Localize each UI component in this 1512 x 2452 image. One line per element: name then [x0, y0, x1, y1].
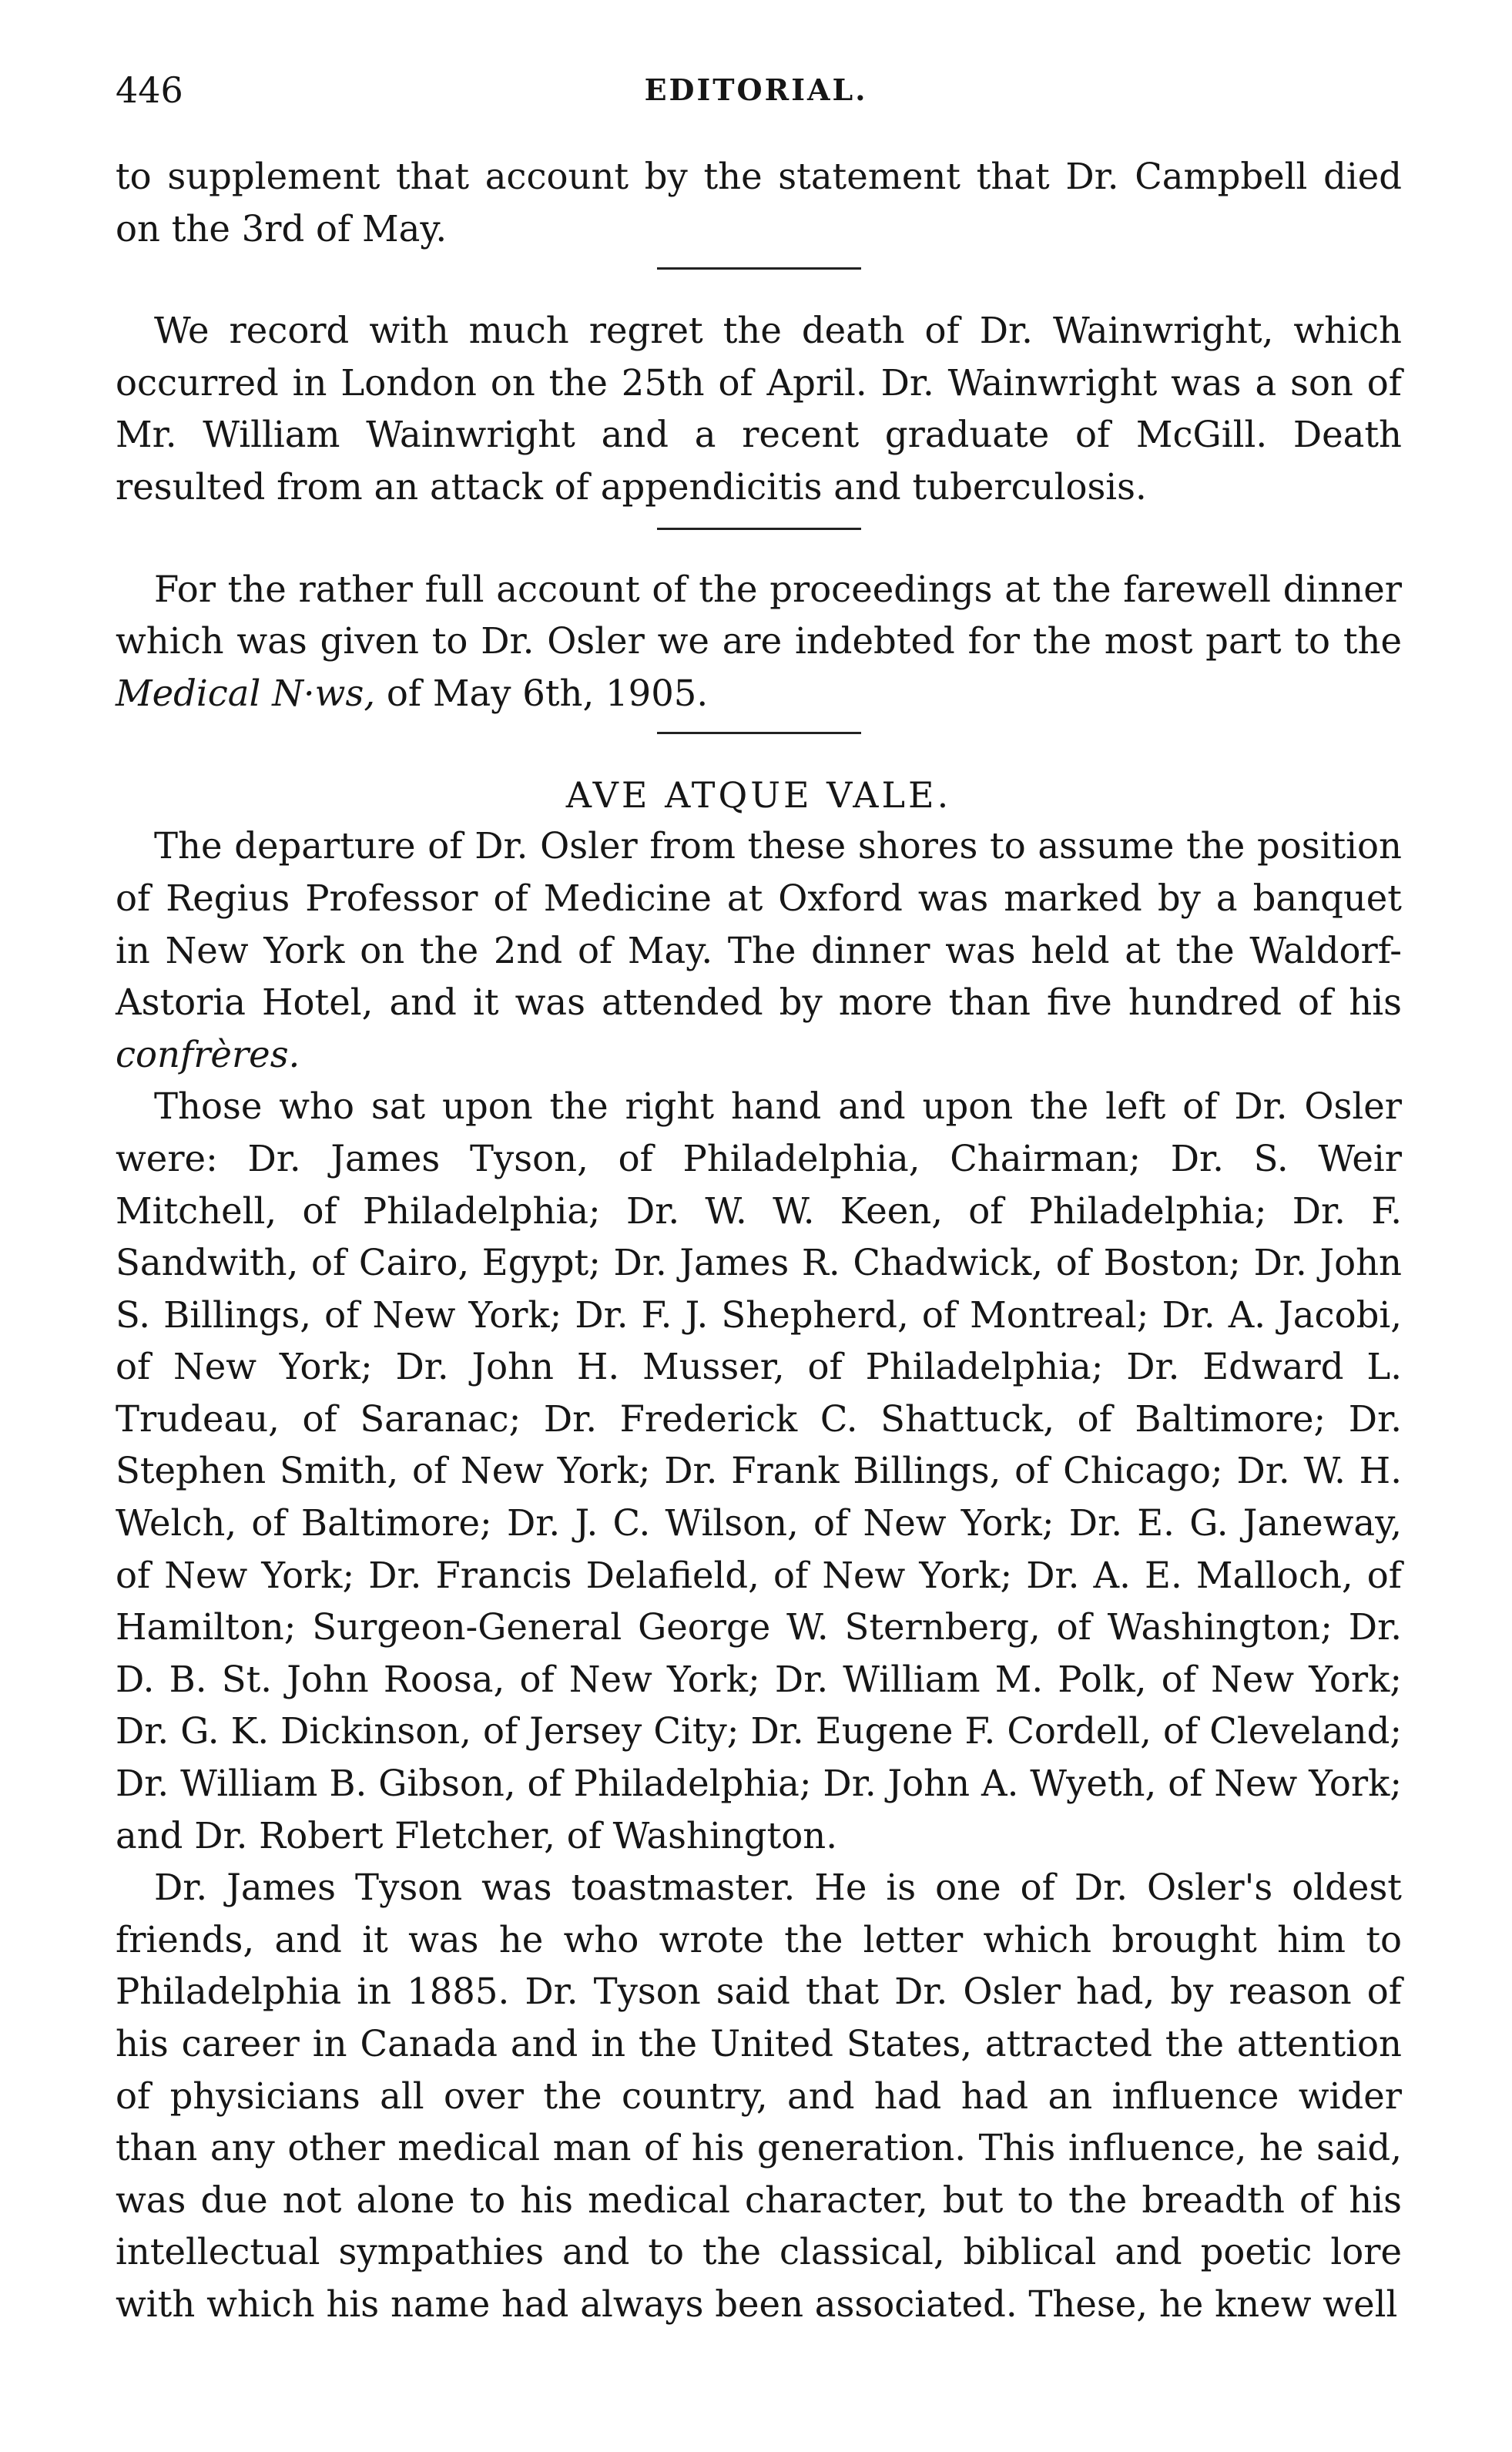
paragraph-tyson: Dr. James Tyson was toastmaster. He is one of Dr. Osler's oldest friends, and it was he who wrote the letter which brought him to Philadelphia in 1885. Dr. Tyson said that Dr. Osler had, by reason of his career in Canada and in the United States, attracted the attention of physicians all over the country, and had had an influence wider than any other medical man of his generation. This influence, he said, was due not alone to his medical character, but to the breadth of his intellectual sympathies and to the classical, biblical and poetic lore with which his name had always been associated. These, he knew well — [116, 1867, 1402, 2325]
running-title: EDITORIAL. — [644, 72, 868, 107]
separator-rule — [657, 732, 861, 734]
page-number: 446 — [116, 69, 183, 111]
text-span: For the rather full account of the proceedings at the farewell dinner which was given to Dr. Osler we are indebted for the most part to the — [116, 568, 1402, 662]
running-head — [116, 69, 1396, 116]
paragraph-departure — [116, 820, 1402, 1081]
separator-rule — [657, 267, 861, 270]
paragraph-wainwright: We record with much regret the death of Dr. Wainwright, which occurred in London on the 25th of April. Dr. Wainwright was a son of Mr. William Wainwright and a recent graduate of McGill. Death resulted from an attack of appendicitis and tuberculosis. — [116, 310, 1402, 508]
article-body — [116, 151, 1402, 2331]
text-span: The departure of Dr. Osler from these shores to assume the position of Regius Professor of Medicine at Oxford was marked by a banquet in New York on the 2nd of May. The dinner was held at the Waldorf-Astoria Hotel, and it was attended by more than five hundred of his — [116, 825, 1402, 1024]
section-heading: AVE ATQUE VALE. — [565, 774, 952, 817]
paragraph-guests: Those who sat upon the right hand and upon the left of Dr. Osler were: Dr. James Tyson, of Philadelphia, Chairman; Dr. S. Weir Mitchell, of Philadelphia; Dr. W. W. Keen, of Philadelphia; Dr. F. Sandwith, of Cairo, Egypt; Dr. James R. Chadwick, of Boston; Dr. John S. Billings, of New York; Dr. F. J. Shepherd, of Montreal; Dr. A. Jacobi, of New York; Dr. John H. Musser, of Philadelphia; Dr. Edward L. Trudeau, of Saranac; Dr. Frederick C. Shattuck, of Baltimore; Dr. Stephen Smith, of New York; Dr. Frank Billings, of Chicago; Dr. W. H. Welch, of Baltimore; Dr. J. C. Wilson, of New York; Dr. E. G. Janeway, of New York; Dr. Francis Delafield, of New York; Dr. A. E. Malloch, of Hamilton; Surgeon-General George W. Sternberg, of Washington; Dr. D. B. St. John Roosa, of New York; Dr. William M. Polk, of New York; Dr. G. K. Dickinson, of Jersey City; Dr. Eugene F. Cordell, of Cleveland; Dr. William B. Gibson, of Philadelphia; Dr. John A. Wyeth, of New York; and Dr. Robert Fletcher, of Washington. — [116, 1085, 1402, 1857]
paragraph-farewell-dinner — [116, 564, 1402, 720]
text-span: of May 6th, 1905. — [375, 672, 709, 714]
confreres-word: confrères. — [116, 1033, 300, 1075]
paragraph-campbell: to supplement that account by the statement that Dr. Campbell died on the 3rd of May. — [116, 156, 1402, 250]
journal-title: Medical N·ws, — [116, 672, 376, 714]
separator-rule — [657, 528, 861, 530]
